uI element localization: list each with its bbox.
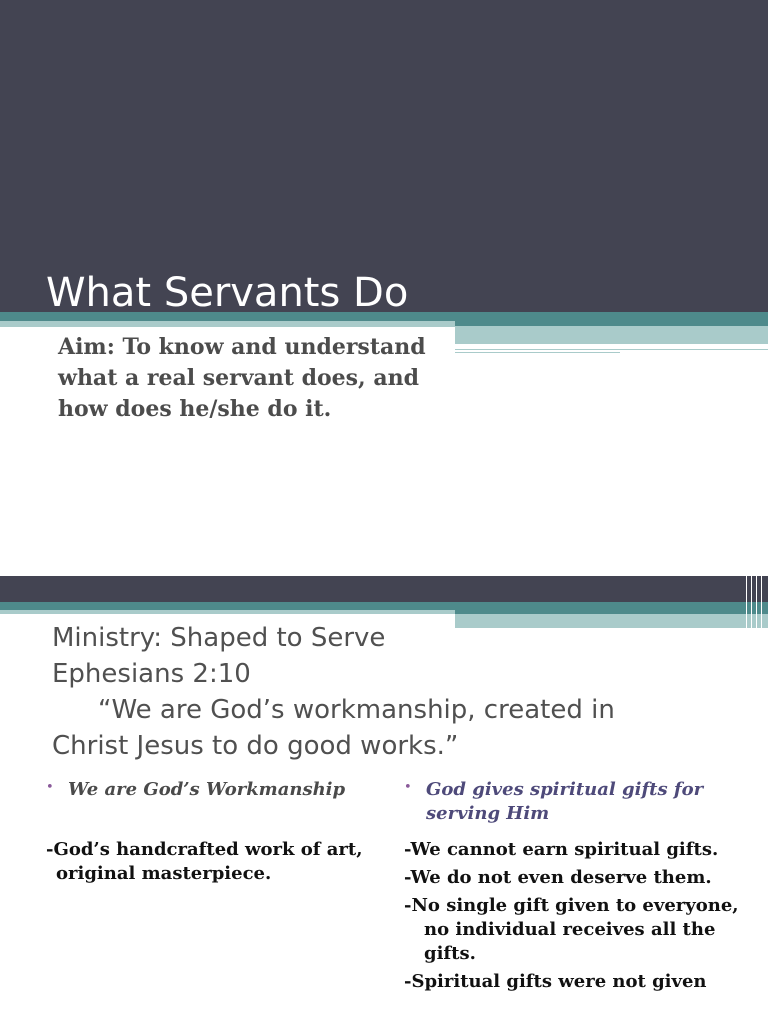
light-teal-band-left bbox=[0, 610, 455, 614]
accent-line bbox=[455, 349, 768, 350]
bullet-icon: • bbox=[404, 780, 412, 795]
left-column bbox=[46, 778, 366, 886]
title-background bbox=[0, 0, 768, 312]
bullet-text: God gives spiritual gifts for serving Him bbox=[426, 779, 704, 824]
heading-line: Ministry: Shaped to Serve bbox=[52, 623, 386, 653]
decorative-stripe bbox=[756, 576, 757, 628]
body-text: -Spiritual gifts were not given bbox=[404, 971, 707, 992]
decorative-stripe bbox=[761, 576, 762, 628]
body-text: -We cannot earn spiritual gifts. bbox=[404, 839, 719, 860]
body-text: -God’s handcrafted work of art, original masterpiece. bbox=[46, 839, 363, 884]
slide-title: What Servants Do bbox=[46, 270, 409, 316]
heading-line: “We are God’s workmanship, created in bbox=[98, 695, 615, 725]
slide-2 bbox=[0, 576, 768, 1024]
aim-text: Aim: To know and understand what a real servant does, and how does he/she do it. bbox=[58, 334, 426, 422]
light-teal-band-right bbox=[455, 326, 768, 344]
light-teal-band-left bbox=[0, 321, 455, 327]
accent-line bbox=[455, 352, 620, 353]
bullet-item bbox=[404, 778, 744, 826]
bullet-icon: • bbox=[46, 780, 54, 795]
heading-line: Ephesians 2:10 bbox=[52, 659, 251, 689]
bullet-item bbox=[46, 778, 366, 802]
bullet-text: We are God’s Workmanship bbox=[68, 779, 346, 800]
slide-heading bbox=[52, 620, 752, 764]
body-text: -No single gift given to everyone, no individual receives all the gifts. bbox=[404, 895, 739, 964]
right-column bbox=[404, 778, 744, 994]
body-text: -We do not even deserve them. bbox=[404, 867, 712, 888]
heading-line: Christ Jesus to do good works.” bbox=[52, 731, 459, 761]
header-background bbox=[0, 576, 768, 602]
